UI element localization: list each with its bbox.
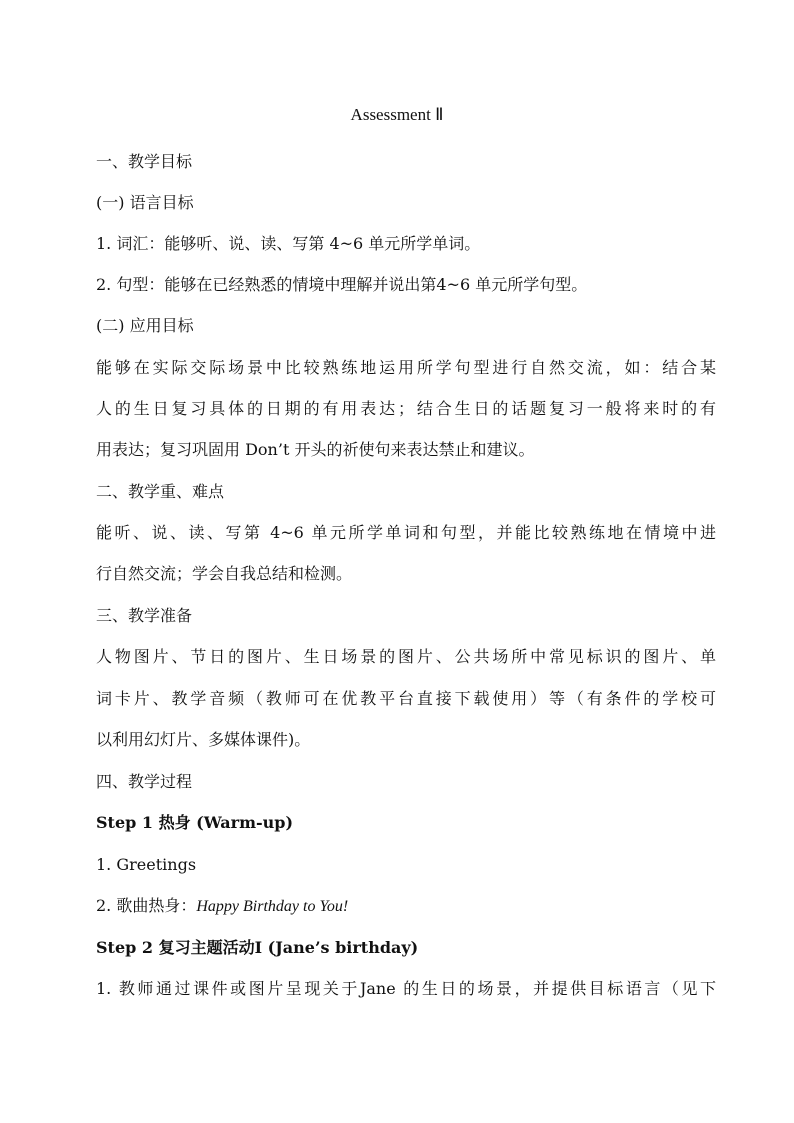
song-warmup-item	[96, 894, 716, 919]
application-goal-line: 人的生日复习具体的日期的有用表达；结合生日的话题复习一般将来时的有	[96, 399, 716, 418]
key-points-heading: 二、教学重、难点	[96, 482, 225, 501]
application-goal-heading: (二) 应用目标	[96, 316, 194, 335]
application-goal-line: 能够在实际交际场景中比较熟练地运用所学句型进行自然交流，如：结合某	[96, 358, 716, 377]
step1-heading: Step 1 热身 (Warm-up)	[96, 813, 294, 832]
greetings-item: 1. Greetings	[96, 855, 197, 874]
preparation-line: 人物图片、节日的图片、生日场景的图片、公共场所中常见标识的图片、单	[96, 647, 716, 666]
goals-heading: 一、教学目标	[96, 152, 193, 171]
application-goal-line: 用表达；复习巩固用 Don’t 开头的祈使句来表达禁止和建议。	[96, 440, 535, 459]
step2-heading: Step 2 复习主题活动Ⅰ (Jane’s birthday)	[96, 938, 419, 957]
preparation-heading: 三、教学准备	[96, 606, 193, 625]
language-goal-heading: (一) 语言目标	[96, 193, 194, 212]
process-heading: 四、教学过程	[96, 772, 193, 791]
step2-item1: 1. 教师通过课件或图片呈现关于Jane 的生日的场景，并提供目标语言（见下	[96, 979, 716, 998]
song-prefix: 2. 歌曲热身：	[96, 896, 197, 915]
document-title: Assessment Ⅱ	[350, 105, 444, 124]
vocab-goal: 1. 词汇：能够听、说、读、写第 4~6 单元所学单词。	[96, 234, 481, 253]
sentence-goal: 2. 句型：能够在已经熟悉的情境中理解并说出第4~6 单元所学句型。	[96, 275, 588, 294]
song-title: Happy Birthday to You!	[196, 898, 349, 915]
key-points-line: 能听、说、读、写第 4~6 单元所学单词和句型，并能比较熟练地在情境中进	[96, 523, 716, 542]
preparation-line: 词卡片、教学音频（教师可在优教平台直接下载使用）等（有条件的学校可	[96, 689, 716, 708]
preparation-line: 以利用幻灯片、多媒体课件)。	[96, 730, 311, 749]
key-points-line: 行自然交流；学会自我总结和检测。	[96, 564, 353, 583]
